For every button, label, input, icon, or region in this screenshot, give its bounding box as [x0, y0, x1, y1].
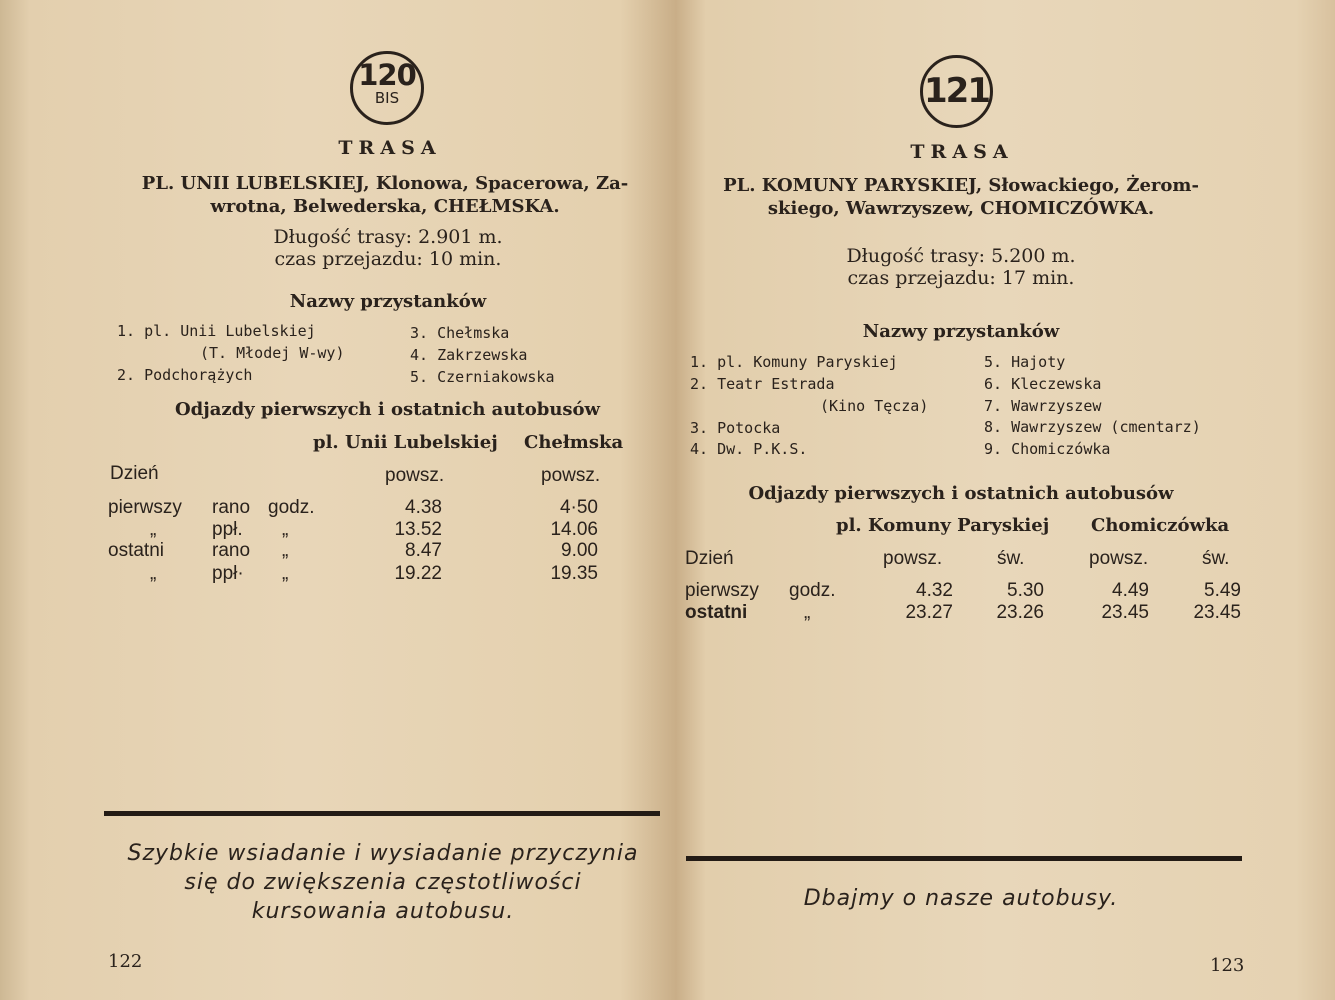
right-page [676, 0, 1335, 1000]
motto-line: się do zwiększenia częstotliwości [184, 870, 582, 895]
time-value: 23.45 [1193, 602, 1241, 623]
column-head-destination: Chomiczówka [1091, 515, 1230, 536]
departures-heading: Odjazdy pierwszych i ostatnich autobusów [174, 399, 601, 420]
stop-item: 2. Teatr Estrada [690, 375, 835, 393]
page-number: 122 [108, 951, 143, 972]
time-value: 4.32 [916, 580, 953, 601]
stop-item: 5. Czerniakowska [410, 368, 555, 386]
departures-heading: Odjazdy pierwszych i ostatnich autobusów [748, 483, 1174, 504]
row-label: ppł. [212, 519, 243, 540]
row-label: godz. [268, 497, 315, 518]
row-label: ostatni [108, 540, 164, 561]
route-line-2: wrotna, Belwederska, CHEŁMSKA. [210, 196, 560, 217]
time-value: 14.06 [550, 519, 598, 540]
route-line-1: PL. UNII LUBELSKIEJ, Klonowa, Spacerowa, Za- [141, 173, 629, 194]
row-label: ostatni [685, 602, 748, 623]
stop-item: 8. Wawrzyszew (cmentarz) [984, 418, 1201, 436]
sub-head: powsz. [541, 465, 601, 486]
time-value: 8.47 [405, 540, 442, 561]
row-label: „ [150, 563, 157, 584]
time-value: 23.45 [1101, 602, 1149, 623]
stop-item: 2. Podchorążych [117, 366, 253, 384]
time-value: 5.49 [1204, 580, 1241, 601]
row-label: rano [212, 540, 251, 561]
row-label: „ [804, 602, 811, 623]
time-value: 19.22 [394, 563, 442, 584]
time-value: 4·50 [559, 497, 598, 518]
stop-item-note: (Kino Tęcza) [820, 397, 929, 415]
row-label: godz. [789, 580, 836, 601]
motto: Dbajmy o nasze autobusy. [803, 886, 1119, 911]
row-label: rano [212, 497, 251, 518]
line-number: 120 [358, 58, 416, 92]
stops-heading: Nazwy przystanków [289, 291, 487, 312]
route-line-1: PL. KOMUNY PARYSKIEJ, Słowackiego, Żerom- [723, 175, 1199, 196]
time-value: 23.27 [905, 602, 953, 623]
route-length: Długość trasy: 2.901 m. [273, 226, 503, 248]
page-number: 123 [1210, 955, 1245, 976]
sub-head: powsz. [883, 548, 943, 569]
travel-time: czas przejazdu: 10 min. [274, 248, 502, 270]
travel-time: czas przejazdu: 17 min. [847, 267, 1075, 289]
time-value: 4.38 [405, 497, 442, 518]
day-label: Dzień [685, 548, 734, 569]
motto-line: kursowania autobusu. [251, 899, 515, 924]
time-value: 9.00 [561, 540, 598, 561]
stops-heading: Nazwy przystanków [862, 321, 1060, 342]
stop-item: 3. Chełmska [410, 324, 510, 342]
route-line-2: skiego, Wawrzyszew, CHOMICZÓWKA. [767, 198, 1155, 219]
row-label: „ [150, 519, 157, 540]
line-number: 121 [924, 71, 989, 111]
stop-item: 3. Potocka [690, 419, 781, 437]
time-value: 4.49 [1112, 580, 1149, 601]
line-suffix: BIS [374, 89, 400, 107]
column-head-origin: pl. Unii Lubelskiej [313, 432, 498, 453]
day-label: Dzień [110, 463, 159, 484]
stop-item: 9. Chomiczówka [984, 440, 1111, 458]
row-label: „ [282, 563, 289, 584]
row-label: „ [282, 519, 289, 540]
stop-item: 5. Hajoty [984, 353, 1066, 371]
time-value: 13.52 [394, 519, 442, 540]
line-badge-121 [920, 55, 993, 128]
divider-rule [686, 856, 1242, 861]
stop-item: 1. pl. Unii Lubelskiej [117, 322, 316, 340]
sub-head: św. [1202, 548, 1230, 569]
line-badge-120bis [350, 51, 424, 125]
stop-item: 4. Dw. P.K.S. [690, 440, 808, 458]
time-value: 23.26 [996, 602, 1044, 623]
stop-item: 1. pl. Komuny Paryskiej [690, 353, 898, 371]
sub-head: św. [997, 548, 1025, 569]
trasa-heading: TRASA [338, 137, 442, 159]
time-value: 5.30 [1007, 580, 1044, 601]
stop-item: 6. Kleczewska [984, 375, 1102, 393]
row-label: ppł· [212, 563, 244, 584]
route-length: Długość trasy: 5.200 m. [846, 245, 1076, 267]
stop-item-note: (T. Młodej W-wy) [200, 344, 345, 362]
time-value: 19.35 [550, 563, 598, 584]
column-head-destination: Chełmska [524, 432, 624, 453]
trasa-heading: TRASA [910, 141, 1014, 163]
sub-head: powsz. [1089, 548, 1149, 569]
row-label: pierwszy [685, 580, 759, 601]
row-label: „ [282, 540, 289, 561]
divider-rule [104, 811, 660, 816]
sub-head: powsz. [385, 465, 445, 486]
row-label: pierwszy [108, 497, 182, 518]
stop-item: 4. Zakrzewska [410, 346, 528, 364]
motto-line: Szybkie wsiadanie i wysiadanie przyczynia [127, 841, 639, 866]
column-head-origin: pl. Komuny Paryskiej [836, 515, 1050, 536]
stop-item: 7. Wawrzyszew [984, 397, 1102, 415]
